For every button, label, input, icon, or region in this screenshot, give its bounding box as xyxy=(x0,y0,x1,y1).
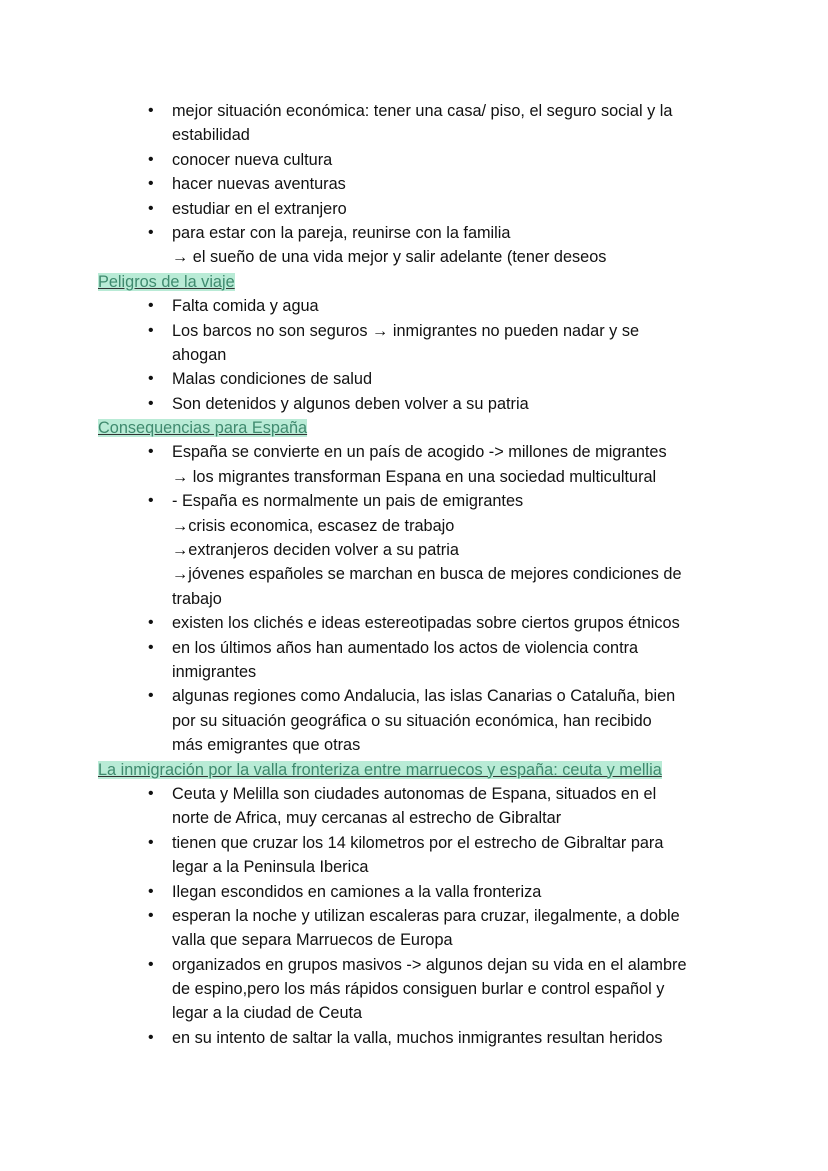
list-item-text: → los migrantes transforman Espana en una sociedad multicultural xyxy=(172,467,657,486)
list-item xyxy=(0,172,828,196)
list-item-line xyxy=(0,660,828,684)
list-item-line xyxy=(0,928,828,952)
list-item xyxy=(0,148,828,172)
list-item-text: más emigrantes que otras xyxy=(172,736,361,755)
document-page xyxy=(0,99,828,1050)
list-item-line xyxy=(0,831,828,855)
bullet-icon: • xyxy=(148,175,154,193)
list-item-line xyxy=(0,221,828,245)
list-item-line xyxy=(0,904,828,928)
bullet-icon: • xyxy=(148,370,154,388)
list-item-line xyxy=(0,538,828,562)
list-item-text: España se convierte en un país de acogido -> millones de migrantes xyxy=(172,443,667,462)
list-item-text: mejor situación económica: tener una casa/ piso, el seguro social y la xyxy=(172,102,673,120)
list-item-text: en su intento de saltar la valla, muchos inmigrantes resultan heridos xyxy=(172,1028,663,1047)
bullet-icon: • xyxy=(148,394,154,412)
section-heading-text: Peligros de la viaje xyxy=(98,272,235,291)
list-item-line xyxy=(0,197,828,221)
list-item xyxy=(0,367,828,391)
list-item-line xyxy=(0,855,828,879)
list-item-text: en los últimos años han aumentado los actos de violencia contra xyxy=(172,638,639,657)
section-heading xyxy=(0,416,828,440)
bullet-icon: • xyxy=(148,150,154,168)
list-item-text: trabajo xyxy=(172,589,222,608)
list-item-text: Ceuta y Melilla son ciudades autonomas de Espana, situados en el xyxy=(172,784,657,803)
list-item xyxy=(0,294,828,318)
bullet-icon: • xyxy=(148,321,154,339)
list-item xyxy=(0,489,828,611)
list-item-line xyxy=(0,123,828,147)
list-item-text: - España es normalmente un pais de emigrantes xyxy=(172,492,524,511)
list-item xyxy=(0,636,828,685)
bullet-icon: • xyxy=(148,102,154,119)
list-item-text: Falta comida y agua xyxy=(172,297,319,316)
list-item-line xyxy=(0,587,828,611)
list-item-line xyxy=(0,343,828,367)
list-item-line xyxy=(0,465,828,489)
bullet-icon: • xyxy=(148,638,154,656)
list-item-text: tienen que cruzar los 14 kilometros por el estrecho de Gibraltar para xyxy=(172,833,664,852)
list-item-line xyxy=(0,1001,828,1025)
bullet-icon: • xyxy=(148,784,154,802)
list-item-text: existen los clichés e ideas estereotipadas sobre ciertos grupos étnicos xyxy=(172,614,680,633)
list-item-text: legar a la ciudad de Ceuta xyxy=(172,1004,363,1023)
list-item xyxy=(0,904,828,953)
list-item xyxy=(0,197,828,221)
bullet-list xyxy=(0,99,828,270)
section-heading-text: Consequencias para España xyxy=(98,419,308,438)
list-item-line xyxy=(0,806,828,830)
bullet-icon: • xyxy=(148,906,154,924)
list-item-text: Malas condiciones de salud xyxy=(172,370,373,389)
list-item-text: valla que separa Marruecos de Europa xyxy=(172,931,453,950)
bullet-icon: • xyxy=(148,223,154,241)
bullet-icon: • xyxy=(148,687,154,705)
list-item-line xyxy=(0,514,828,538)
list-item-line xyxy=(0,733,828,757)
list-item-line xyxy=(0,367,828,391)
list-item-line xyxy=(0,684,828,708)
list-item-line xyxy=(0,709,828,733)
list-item-line xyxy=(0,611,828,635)
list-item-line xyxy=(0,953,828,977)
list-item-line xyxy=(0,977,828,1001)
list-item-text: para estar con la pareja, reunirse con la familia xyxy=(172,223,511,242)
list-item-text: legar a la Peninsula Iberica xyxy=(172,858,369,877)
list-item-line xyxy=(0,880,828,904)
list-item-line xyxy=(0,636,828,660)
bullet-icon: • xyxy=(148,614,154,632)
list-item-line xyxy=(0,148,828,172)
bullet-icon: • xyxy=(148,955,154,973)
section-heading xyxy=(0,270,828,294)
list-item-text: norte de Africa, muy cercanas al estrecho de Gibraltar xyxy=(172,809,562,828)
list-item-text: algunas regiones como Andalucia, las islas Canarias o Cataluña, bien xyxy=(172,687,676,706)
list-item-line xyxy=(0,294,828,318)
list-item xyxy=(0,953,828,1026)
list-item-line xyxy=(0,1026,828,1050)
bullet-icon: • xyxy=(148,882,154,900)
bullet-icon: • xyxy=(148,297,154,315)
list-item-text: ahogan xyxy=(172,345,227,364)
list-item xyxy=(0,611,828,635)
list-item-text: estabilidad xyxy=(172,126,250,145)
list-item-text: hacer nuevas aventuras xyxy=(172,175,346,194)
list-item-text: → el sueño de una vida mejor y salir adelante (tener deseos xyxy=(172,248,607,267)
bullet-list xyxy=(0,294,828,416)
list-item-text: Los barcos no son seguros → inmigrantes no pueden nadar y se xyxy=(172,321,640,340)
list-item-text: →extranjeros deciden volver a su patria xyxy=(172,541,459,560)
list-item-line xyxy=(0,562,828,586)
list-item-text: →crisis economica, escasez de trabajo xyxy=(172,516,455,535)
list-item-line xyxy=(0,782,828,806)
list-item-line xyxy=(0,172,828,196)
list-item-text: esperan la noche y utilizan escaleras para cruzar, ilegalmente, a doble xyxy=(172,906,680,925)
list-item xyxy=(0,831,828,880)
list-item-line xyxy=(0,99,828,123)
bullet-icon: • xyxy=(148,443,154,461)
list-item xyxy=(0,880,828,904)
list-item xyxy=(0,684,828,757)
section-heading xyxy=(0,758,828,782)
bullet-icon: • xyxy=(148,492,154,510)
section-heading-text: La inmigración por la valla fronteriza entre marruecos y españa: ceuta y mellia xyxy=(98,760,662,779)
list-item-line xyxy=(0,319,828,343)
bullet-icon: • xyxy=(148,1028,154,1046)
list-item-text: de espino,pero los más rápidos consiguen burlar e control español y xyxy=(172,980,665,999)
bullet-icon: • xyxy=(148,199,154,217)
list-item-text: Ilegan escondidos en camiones a la valla fronteriza xyxy=(172,882,542,901)
list-item-line xyxy=(0,245,828,269)
list-item xyxy=(0,99,828,148)
list-item-text: estudiar en el extranjero xyxy=(172,199,347,218)
bullet-list xyxy=(0,440,828,757)
list-item-line xyxy=(0,392,828,416)
list-item-text: →jóvenes españoles se marchan en busca de mejores condiciones de xyxy=(172,565,682,584)
list-item xyxy=(0,221,828,270)
list-item xyxy=(0,440,828,489)
list-item-text: inmigrantes xyxy=(172,662,257,681)
list-item-line xyxy=(0,489,828,513)
list-item-text: organizados en grupos masivos -> algunos dejan su vida en el alambre xyxy=(172,955,687,974)
list-item-text: por su situación geográfica o su situación económica, han recibido xyxy=(172,711,652,730)
bullet-icon: • xyxy=(148,833,154,851)
list-item-text: conocer nueva cultura xyxy=(172,150,333,169)
bullet-list xyxy=(0,782,828,1050)
list-item xyxy=(0,392,828,416)
list-item xyxy=(0,319,828,368)
list-item xyxy=(0,1026,828,1050)
list-item-line xyxy=(0,440,828,464)
list-item xyxy=(0,782,828,831)
list-item-text: Son detenidos y algunos deben volver a su patria xyxy=(172,394,529,413)
